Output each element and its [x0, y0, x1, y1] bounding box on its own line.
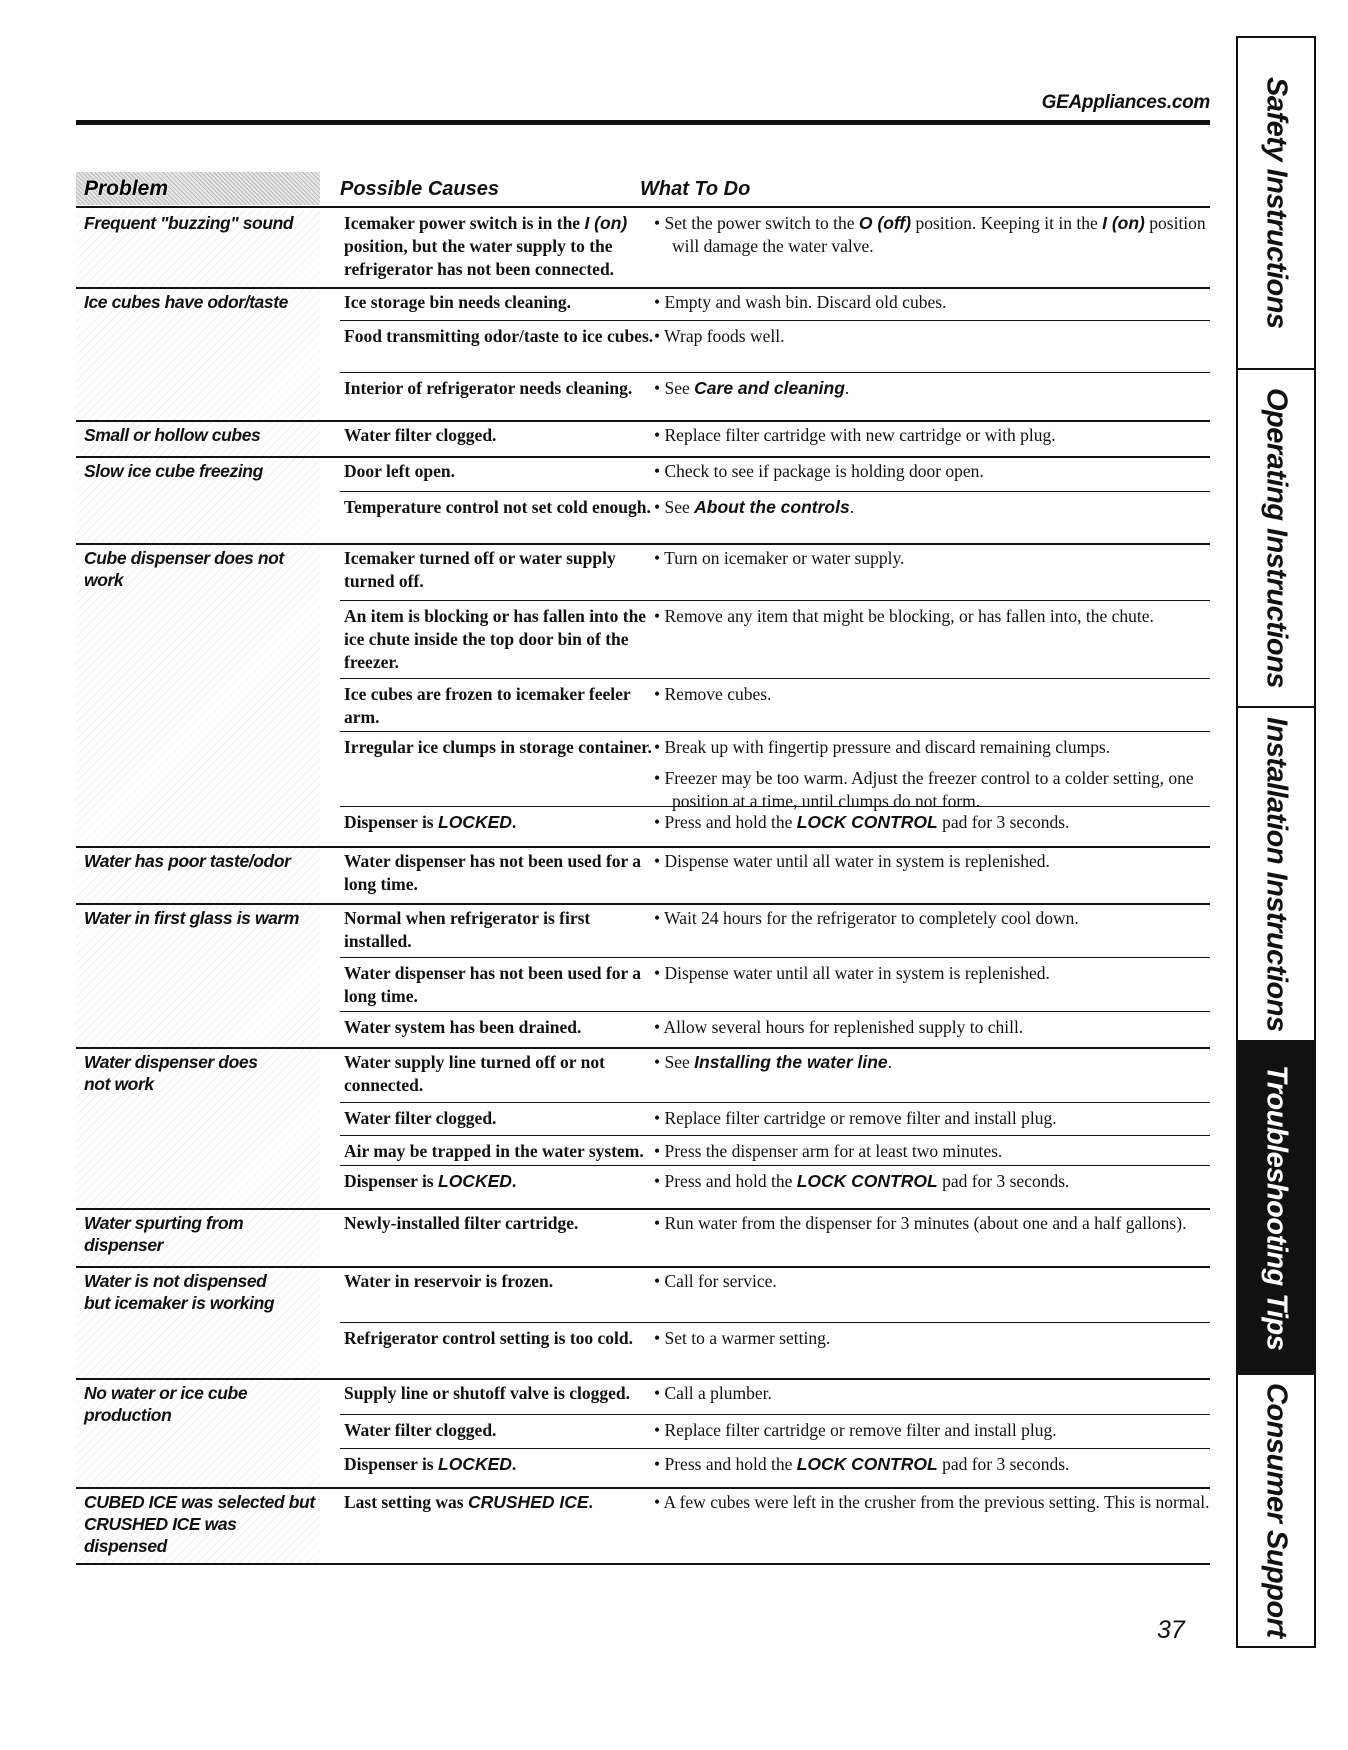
what-to-do	[654, 1051, 1210, 1074]
what-to-do	[654, 1212, 1210, 1235]
cause-row	[340, 491, 1210, 544]
action-item: • Press and hold the LOCK CONTROL pad for 3 seconds.	[654, 1454, 1070, 1474]
problem-group	[76, 456, 1210, 545]
possible-cause: Dispenser is LOCKED.	[344, 1454, 517, 1474]
what-to-do	[654, 1270, 1210, 1293]
what-to-do	[654, 325, 1210, 348]
possible-cause: Icemaker turned off or water supply turned off.	[344, 548, 616, 591]
cause-row	[340, 543, 1210, 600]
cause-row	[340, 1448, 1210, 1488]
action-item: • Press the dispenser arm for at least two minutes.	[654, 1141, 1003, 1161]
site-url: GEAppliances.com	[1041, 92, 1210, 113]
cause-row	[340, 1165, 1210, 1209]
cause-row	[340, 1378, 1210, 1414]
what-to-do	[654, 907, 1210, 930]
problem-label: Small or hollow cubes	[84, 425, 261, 445]
cause-row	[340, 846, 1210, 903]
cause-row	[340, 600, 1210, 679]
action-item: • Wait 24 hours for the refrigerator to completely cool down.	[654, 908, 1079, 928]
what-to-do	[654, 377, 1210, 400]
action-item: • Replace filter cartridge with new cartridge or with plug.	[654, 425, 1056, 445]
action-item: • See Installing the water line.	[654, 1052, 893, 1072]
what-to-do	[654, 1140, 1210, 1163]
cause-row	[340, 208, 1210, 287]
cause-row	[340, 806, 1210, 847]
cause-row	[340, 320, 1210, 373]
problem-label: Water spurting from dispenser	[84, 1213, 244, 1255]
problem-label: No water or ice cube production	[84, 1383, 248, 1425]
problem-cell	[76, 1049, 320, 1208]
possible-cause: Water system has been drained.	[344, 1017, 582, 1037]
problem-group	[76, 1378, 1210, 1489]
cause-row	[340, 1011, 1210, 1048]
what-to-do	[654, 212, 1210, 258]
possible-cause: Interior of refrigerator needs cleaning.	[344, 378, 633, 398]
possible-cause: An item is blocking or has fallen into the ice chute inside the top door bin of the freezer.	[344, 606, 647, 672]
action-item: • Press and hold the LOCK CONTROL pad for 3 seconds.	[654, 812, 1070, 832]
what-to-do	[654, 496, 1210, 519]
what-to-do	[654, 1419, 1210, 1442]
action-item: • Turn on icemaker or water supply.	[654, 548, 905, 568]
action-item: • Wrap foods well.	[654, 326, 785, 346]
cause-row	[340, 1322, 1210, 1379]
problem-cell	[76, 905, 320, 1047]
problem-cell	[76, 1380, 320, 1487]
problem-label: CUBED ICE was selected but CRUSHED ICE was dispensed	[84, 1492, 315, 1556]
what-to-do	[654, 547, 1210, 570]
cause-row	[340, 287, 1210, 320]
problem-label: Cube dispenser does not work	[84, 548, 284, 590]
cause-row	[340, 1414, 1210, 1449]
what-to-do	[654, 1107, 1210, 1130]
problem-group	[76, 1487, 1210, 1565]
section-tab-label: Installation Instructions	[1260, 716, 1293, 1032]
action-item: • Empty and wash bin. Discard old cubes.	[654, 292, 947, 312]
action-item: • Set to a warmer setting.	[654, 1328, 831, 1348]
possible-cause: Last setting was CRUSHED ICE.	[344, 1492, 593, 1512]
cause-row	[340, 957, 1210, 1012]
possible-cause: Newly-installed filter cartridge.	[344, 1213, 579, 1233]
section-tab[interactable]	[1238, 38, 1314, 370]
what-to-do	[654, 1170, 1210, 1193]
section-tab[interactable]	[1238, 370, 1314, 708]
problem-label: Slow ice cube freezing	[84, 461, 263, 481]
problem-cell	[76, 1268, 320, 1378]
possible-cause: Water supply line turned off or not connected.	[344, 1052, 605, 1095]
cause-row	[340, 1047, 1210, 1102]
possible-cause: Temperature control not set cold enough.	[344, 497, 651, 517]
problem-group	[76, 1047, 1210, 1210]
what-to-do	[654, 811, 1210, 834]
section-tab-label: Consumer Support	[1260, 1383, 1293, 1638]
possible-cause: Water filter clogged.	[344, 1108, 497, 1128]
action-item: • Dispense water until all water in system is replenished.	[654, 963, 1050, 983]
cause-row	[340, 731, 1210, 811]
action-item: • Freezer may be too warm. Adjust the freezer control to a colder setting, one position at a time, until clumps do not form.	[654, 768, 1194, 811]
what-to-do	[654, 736, 1210, 813]
action-item: • Remove any item that might be blocking, or has fallen into, the chute.	[654, 606, 1154, 626]
possible-cause: Ice cubes are frozen to icemaker feeler arm.	[344, 684, 631, 727]
possible-cause: Water in reservoir is frozen.	[344, 1271, 554, 1291]
possible-cause: Ice storage bin needs cleaning.	[344, 292, 572, 312]
problem-group	[76, 543, 1210, 848]
problem-group	[76, 903, 1210, 1049]
section-tab[interactable]	[1238, 708, 1314, 1042]
possible-cause: Supply line or shutoff valve is clogged.	[344, 1383, 631, 1403]
problem-label: Water has poor taste/odor	[84, 851, 291, 871]
what-to-do	[654, 460, 1210, 483]
cause-row	[340, 903, 1210, 957]
problem-label: Water in first glass is warm	[84, 908, 300, 928]
problem-cell	[76, 848, 320, 903]
what-to-do	[654, 605, 1210, 628]
action-item: • Check to see if package is holding door open.	[654, 461, 984, 481]
problem-label: Water is not dispensed but icemaker is working	[84, 1271, 275, 1313]
what-to-do	[654, 850, 1210, 873]
problem-label: Ice cubes have odor/taste	[84, 292, 288, 312]
problem-header-label: Problem	[84, 177, 169, 200]
what-to-do	[654, 1491, 1210, 1514]
possible-cause: Door left open.	[344, 461, 455, 481]
action-item: • Allow several hours for replenished supply to chill.	[654, 1017, 1024, 1037]
possible-cause: Irregular ice clumps in storage container.	[344, 737, 652, 757]
possible-cause: Air may be trapped in the water system.	[344, 1141, 644, 1161]
action-item: • Call a plumber.	[654, 1383, 772, 1403]
problem-group	[76, 1208, 1210, 1268]
possible-cause: Water dispenser has not been used for a long time.	[344, 963, 642, 1006]
problem-group	[76, 846, 1210, 905]
problem-group	[76, 420, 1210, 458]
section-tab-label: Operating Instructions	[1260, 388, 1293, 688]
action-item: • Replace filter cartridge or remove filter and install plug.	[654, 1420, 1057, 1440]
what-to-do	[654, 1016, 1210, 1039]
problem-group	[76, 287, 1210, 422]
table-header	[76, 168, 1210, 208]
section-tabs	[1236, 36, 1316, 1648]
what-to-do	[654, 1382, 1210, 1405]
action-item: • See About the controls.	[654, 497, 855, 517]
cause-row	[340, 456, 1210, 491]
action-item: • A few cubes were left in the crusher from the previous setting. This is normal.	[654, 1492, 1210, 1512]
action-item: • Press and hold the LOCK CONTROL pad for 3 seconds.	[654, 1171, 1070, 1191]
action-item: • See Care and cleaning.	[654, 378, 850, 398]
problem-cell	[76, 458, 320, 543]
possible-cause: Icemaker power switch is in the I (on) position, but the water supply to the refrigerator has not been connected.	[344, 213, 628, 279]
cause-row	[340, 1208, 1210, 1266]
problem-cell	[76, 289, 320, 420]
cause-row	[340, 1102, 1210, 1136]
action-item: • Call for service.	[654, 1271, 777, 1291]
possible-cause: Normal when refrigerator is first installed.	[344, 908, 591, 951]
possible-cause: Dispenser is LOCKED.	[344, 1171, 517, 1191]
section-tab-label: Safety Instructions	[1260, 77, 1293, 329]
problem-column-header	[76, 172, 320, 205]
todo-column-header: What To Do	[640, 178, 751, 200]
page-number: 37	[1157, 1616, 1185, 1644]
cause-row	[340, 1487, 1210, 1563]
causes-column-header: Possible Causes	[340, 178, 499, 200]
cause-row	[340, 1135, 1210, 1166]
problem-cell	[76, 210, 320, 287]
section-tab[interactable]	[1238, 1042, 1314, 1375]
problem-label: Frequent "buzzing" sound	[84, 213, 294, 233]
possible-cause: Water filter clogged.	[344, 1420, 497, 1440]
problem-cell	[76, 422, 320, 456]
section-tab-label: Troubleshooting Tips	[1260, 1064, 1293, 1351]
problem-label: Water dispenser does not work	[84, 1052, 258, 1094]
header-rule	[76, 120, 1210, 125]
possible-cause: Dispenser is LOCKED.	[344, 812, 517, 832]
cause-row	[340, 420, 1210, 456]
what-to-do	[654, 291, 1210, 314]
problem-cell	[76, 1489, 320, 1563]
cause-row	[340, 372, 1210, 421]
problem-group	[76, 1266, 1210, 1380]
possible-cause: Food transmitting odor/taste to ice cubes.	[344, 326, 654, 346]
what-to-do	[654, 1453, 1210, 1476]
action-item: • Remove cubes.	[654, 684, 772, 704]
problem-cell	[76, 1210, 320, 1266]
action-item: • Break up with fingertip pressure and discard remaining clumps.	[654, 737, 1111, 757]
possible-cause: Water dispenser has not been used for a long time.	[344, 851, 642, 894]
what-to-do	[654, 1327, 1210, 1350]
cause-row	[340, 678, 1210, 732]
what-to-do	[654, 424, 1210, 447]
what-to-do	[654, 962, 1210, 985]
action-item: • Set the power switch to the O (off) position. Keeping it in the I (on) position will damage the water valve.	[654, 213, 1206, 256]
possible-cause: Refrigerator control setting is too cold.	[344, 1328, 634, 1348]
what-to-do	[654, 683, 1210, 706]
problem-group	[76, 208, 1210, 289]
section-tab[interactable]	[1238, 1375, 1314, 1646]
action-item: • Dispense water until all water in system is replenished.	[654, 851, 1050, 871]
cause-row	[340, 1266, 1210, 1322]
problem-cell	[76, 545, 320, 846]
action-item: • Run water from the dispenser for 3 minutes (about one and a half gallons).	[654, 1213, 1187, 1233]
possible-cause: Water filter clogged.	[344, 425, 497, 445]
action-item: • Replace filter cartridge or remove filter and install plug.	[654, 1108, 1057, 1128]
